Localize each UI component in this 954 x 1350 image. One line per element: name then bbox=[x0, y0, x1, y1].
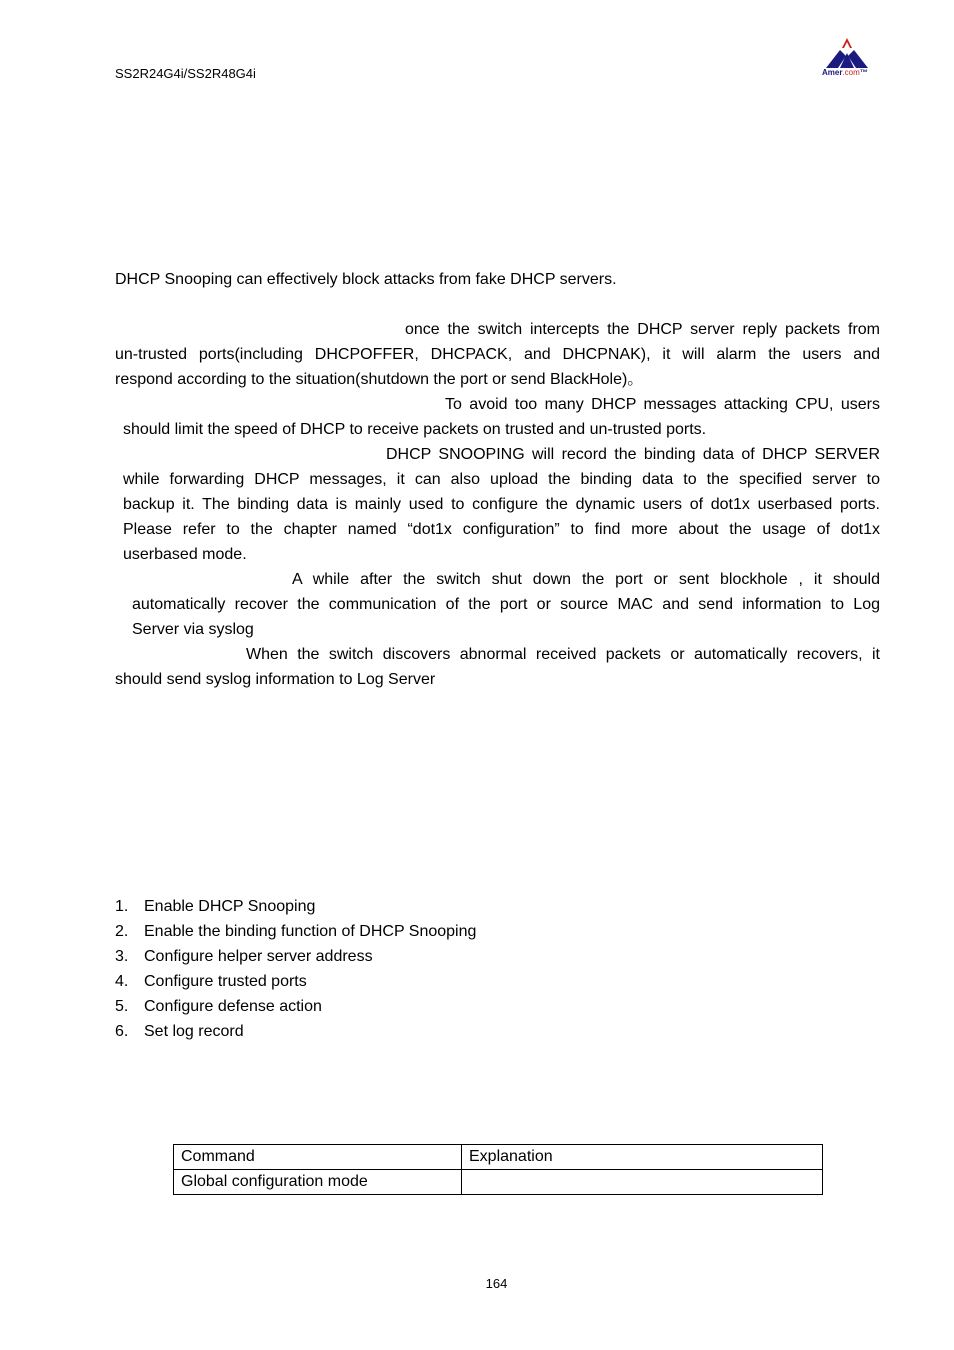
list-item: 5. Configure defense action bbox=[115, 998, 322, 1015]
list-item: 6. Set log record bbox=[115, 1023, 244, 1040]
para3-line4: Please refer to the chapter named “dot1x configuration” to find more about the usage of dot1x bbox=[123, 521, 880, 538]
header-model-name: SS2R24G4i/SS2R48G4i bbox=[115, 66, 256, 81]
para4-line1: A while after the switch shut down the port or sent blockhole , it should bbox=[292, 571, 880, 588]
table-row bbox=[174, 1170, 823, 1195]
page-number: 164 bbox=[485, 1276, 508, 1291]
list-item: 3. Configure helper server address bbox=[115, 948, 373, 965]
para3-line2: while forwarding DHCP messages, it can also upload the binding data to the specified server to bbox=[123, 471, 880, 488]
para4-line2: automatically recover the communication of the port or source MAC and send information to Log bbox=[132, 596, 880, 613]
para3-line1: DHCP SNOOPING will record the binding data of DHCP SERVER bbox=[386, 446, 880, 463]
para3-line5: userbased mode. bbox=[123, 546, 247, 563]
header-command: Command bbox=[174, 1145, 462, 1170]
para5-line2: should send syslog information to Log Server bbox=[115, 671, 436, 688]
table-cell: Global configuration mode bbox=[174, 1170, 462, 1195]
amer-logo bbox=[818, 36, 878, 82]
table-cell bbox=[462, 1170, 823, 1195]
config-steps-list bbox=[115, 894, 476, 1044]
para5-line1: When the switch discovers abnormal received packets or automatically recovers, it bbox=[246, 646, 880, 663]
header-explanation: Explanation bbox=[462, 1145, 823, 1170]
para2-line1: To avoid too many DHCP messages attacking CPU, users bbox=[445, 396, 880, 413]
logo-mark-icon bbox=[818, 36, 878, 70]
logo-wordmark: Amer.com™ bbox=[822, 68, 868, 77]
list-item: 1. Enable DHCP Snooping bbox=[115, 898, 316, 915]
para1-line2: un-trusted ports(including DHCPOFFER, DHCPACK, and DHCPNAK), it will alarm the users and bbox=[115, 346, 880, 363]
para1-line1: once the switch intercepts the DHCP server reply packets from bbox=[405, 321, 880, 338]
list-item: 2. Enable the binding function of DHCP Snooping bbox=[115, 923, 477, 940]
list-item: 4. Configure trusted ports bbox=[115, 973, 307, 990]
table-header-row bbox=[174, 1145, 823, 1170]
para2-line2: should limit the speed of DHCP to receive packets on trusted and un-trusted ports. bbox=[123, 421, 707, 438]
para4-line3: Server via syslog bbox=[132, 621, 254, 638]
para1-line3: respond according to the situation(shutdown the port or send BlackHole)。 bbox=[115, 371, 644, 388]
para3-line3: backup it. The binding data is mainly used to configure the dynamic users of dot1x userbased ports. bbox=[123, 496, 880, 513]
command-table bbox=[173, 1144, 823, 1195]
intro-text: DHCP Snooping can effectively block attacks from fake DHCP servers. bbox=[115, 271, 617, 288]
